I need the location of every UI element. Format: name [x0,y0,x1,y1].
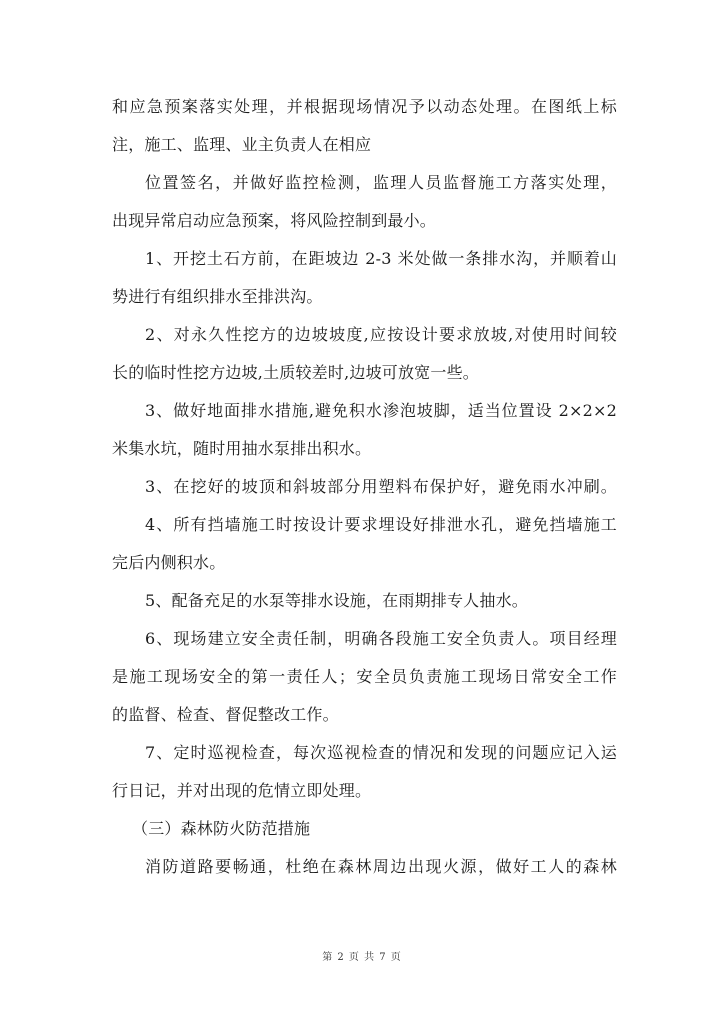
list-item-line: 3、做好地面排水措施,避免积水渗泡坡脚，适当位置设 2×2×2 [145,401,617,420]
section-heading: （三）森林防火防范措施 [132,819,311,838]
list-item-line: 7、定时巡视检查，每次巡视检查的情况和发现的问题应记入运 [145,743,617,762]
page-number-footer: 第 2 页 共 7 页 [322,952,402,963]
body-line: 出现异常启动应急预案，将风险控制到最小。 [112,211,437,230]
list-item-line: 4、所有挡墙施工时按设计要求埋设好排泄水孔，避免挡墙施工 [145,515,617,534]
list-item-line: 3、在挖好的坡顶和斜坡部分用塑料布保护好，避免雨水冲刷。 [145,477,617,496]
list-item-line: 的监督、检查、督促整改工作。 [112,705,339,724]
document-body [112,88,617,886]
list-item-line: 5、配备充足的水泵等排水设施，在雨期排专人抽水。 [145,591,528,610]
list-item-line: 6、现场建立安全责任制，明确各段施工安全负责人。项目经理 [145,629,617,648]
list-item-line: 行日记，并对出现的危情立即处理。 [112,781,372,800]
body-line: 和应急预案落实处理，并根据现场情况予以动态处理。在图纸上标 [112,97,617,116]
list-item-line: 势进行有组织排水至排洪沟。 [112,287,323,306]
body-line: 消防道路要畅通，杜绝在森林周边出现火源，做好工人的森林 [145,857,617,876]
list-item-line: 完后内侧积水。 [112,553,226,572]
list-item-line: 2、对永久性挖方的边坡坡度,应按设计要求放坡,对使用时间较 [145,325,617,344]
list-item-line: 是施工现场安全的第一责任人；安全员负责施工现场日常安全工作 [112,667,617,686]
list-item-line: 米集水坑，随时用抽水泵排出积水。 [112,439,372,458]
list-item-line: 长的临时性挖方边坡,土质较差时,边坡可放宽一些。 [112,363,479,382]
body-line: 注，施工、监理、业主负责人在相应 [112,135,372,154]
body-line: 位置签名，并做好监控检测，监理人员监督施工方落实处理， [145,173,617,192]
list-item-line: 1、开挖土石方前，在距坡边 2-3 米处做一条排水沟，并顺着山 [145,249,617,268]
